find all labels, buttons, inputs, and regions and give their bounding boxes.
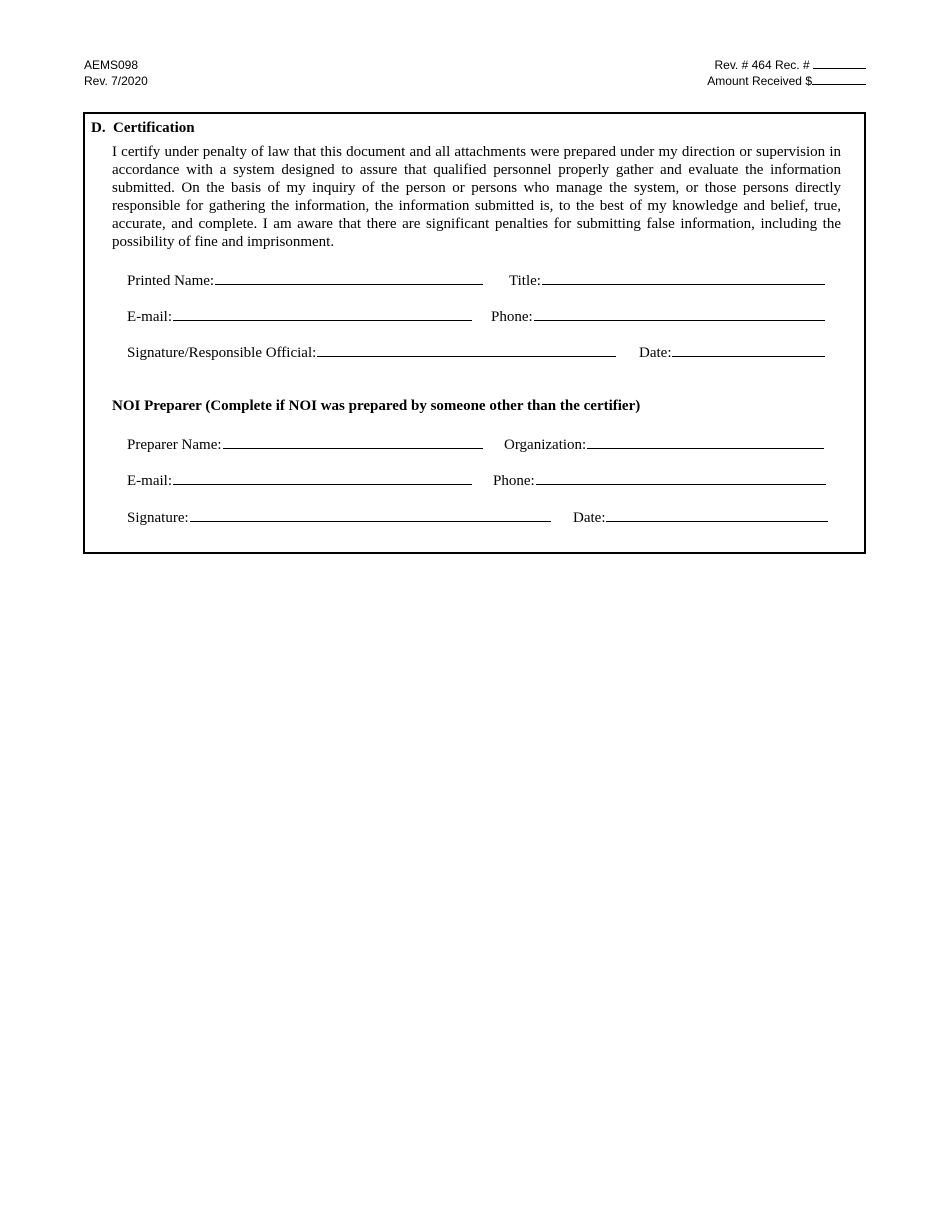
preparer-contact-row bbox=[127, 470, 827, 490]
preparer-name-label: Preparer Name: bbox=[127, 437, 222, 453]
organization-input[interactable] bbox=[587, 434, 824, 449]
preparer-signature-row bbox=[127, 507, 827, 527]
certifier-phone-input[interactable] bbox=[534, 306, 825, 321]
certifier-date-field-group bbox=[639, 342, 825, 362]
certifier-email-field-group bbox=[127, 306, 472, 326]
preparer-date-input[interactable] bbox=[606, 507, 828, 522]
certifier-signature-row bbox=[127, 342, 827, 362]
preparer-phone-label: Phone: bbox=[493, 473, 535, 489]
certifier-signature-label: Signature/Responsible Official: bbox=[127, 345, 317, 361]
preparer-date-field-group bbox=[573, 507, 828, 527]
form-revision: Rev. 7/2020 bbox=[84, 74, 148, 88]
preparer-phone-input[interactable] bbox=[536, 470, 826, 485]
certifier-phone-label: Phone: bbox=[491, 309, 533, 325]
title-field-group bbox=[509, 270, 825, 290]
certification-statement: I certify under penalty of law that this document and all attachments were prepared under my direction or supervision in accordance with a system designed to assure that qualified personnel properly gather and evaluate the information submitted. On the basis of my inquiry of the person or persons who manage the system, or those persons directly responsible for gathering the information, the information submitted is, to the best of my knowledge and belief, true, accurate, and complete. I am aware that there are significant penalties for submitting false information, including the possibility of fine and imprisonment. bbox=[112, 144, 841, 250]
rev-rec-line bbox=[707, 57, 866, 73]
certifier-email-input[interactable] bbox=[173, 306, 472, 321]
rec-number-field[interactable] bbox=[813, 58, 866, 69]
certifier-signature-field-group bbox=[127, 342, 616, 362]
preparer-name-input[interactable] bbox=[223, 434, 483, 449]
amount-received-line bbox=[707, 73, 866, 89]
certifier-email-label: E-mail: bbox=[127, 309, 172, 325]
section-heading bbox=[91, 120, 195, 137]
certifier-contact-row bbox=[127, 306, 827, 326]
certifier-date-input[interactable] bbox=[672, 342, 825, 357]
certifier-name-row bbox=[127, 270, 827, 290]
rev-rec-label: Rev. # 464 Rec. # bbox=[714, 58, 810, 72]
section-title: Certification bbox=[113, 120, 195, 136]
certification-section bbox=[83, 112, 866, 554]
amount-received-field[interactable] bbox=[812, 74, 866, 85]
preparer-signature-field-group bbox=[127, 507, 551, 527]
certifier-phone-field-group bbox=[491, 306, 825, 326]
preparer-phone-field-group bbox=[493, 470, 826, 490]
printed-name-field-group bbox=[127, 270, 483, 290]
form-header-right bbox=[707, 57, 866, 89]
preparer-date-label: Date: bbox=[573, 510, 606, 526]
printed-name-label: Printed Name: bbox=[127, 273, 215, 289]
preparer-signature-label: Signature: bbox=[127, 510, 189, 526]
certifier-date-label: Date: bbox=[639, 345, 672, 361]
certifier-signature-input[interactable] bbox=[317, 342, 616, 357]
preparer-name-row bbox=[127, 434, 827, 454]
organization-label: Organization: bbox=[504, 437, 587, 453]
form-id: AEMS098 bbox=[84, 58, 139, 72]
form-header-left bbox=[84, 57, 148, 89]
printed-name-input[interactable] bbox=[215, 270, 483, 285]
preparer-name-field-group bbox=[127, 434, 483, 454]
preparer-email-label: E-mail: bbox=[127, 473, 172, 489]
section-letter: D. bbox=[91, 120, 106, 136]
preparer-email-input[interactable] bbox=[173, 470, 472, 485]
preparer-email-field-group bbox=[127, 470, 472, 490]
amount-received-label: Amount Received $ bbox=[707, 74, 812, 88]
noi-preparer-heading: NOI Preparer (Complete if NOI was prepared by someone other than the certifier) bbox=[112, 398, 641, 414]
organization-field-group bbox=[504, 434, 824, 454]
title-label: Title: bbox=[509, 273, 541, 289]
preparer-signature-input[interactable] bbox=[190, 507, 551, 522]
title-input[interactable] bbox=[542, 270, 825, 285]
